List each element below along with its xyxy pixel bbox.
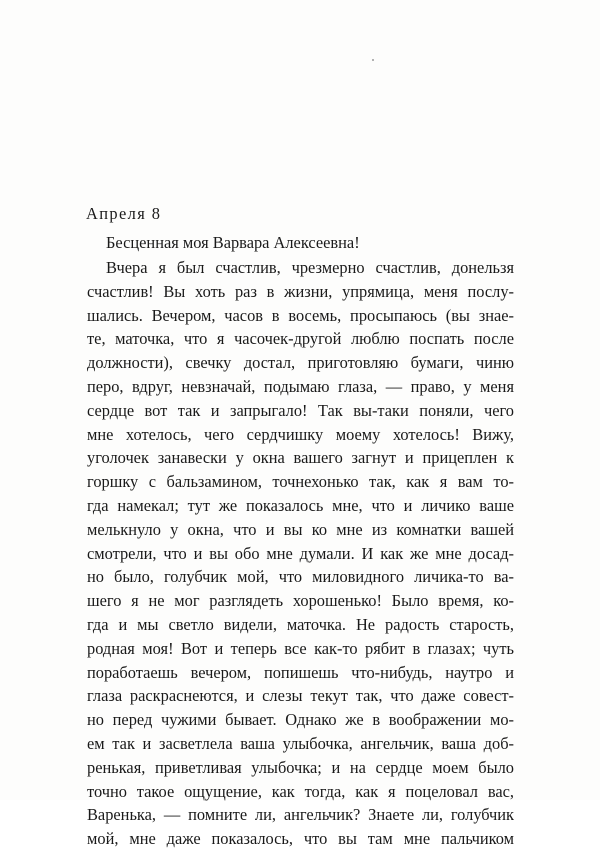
text-line: смотрели, что и вы обо мне думали. И как же мне досад-: [87, 543, 514, 563]
text-line: горшку с бальзамином, точнехонько так, как я вам то-: [87, 472, 514, 492]
text-line: те, маточка, что я часочек-другой люблю поспать после: [87, 329, 514, 349]
text-line: шались. Вечером, часов в восемь, просыпаюсь (вы знае-: [87, 305, 514, 325]
text-line: шего я не мог разглядеть хорошенько! Было время, ко-: [87, 591, 514, 611]
text-line: точно такое ощущение, как тогда, как я поцеловал вас,: [87, 781, 514, 801]
text-line: глаза раскраснеются, и слезы текут так, что даже совест-: [87, 686, 514, 706]
text-line: перо, вдруг, невзначай, подымаю глаза, — право, у меня: [87, 376, 514, 396]
text-line: поработаешь вечером, попишешь что-нибудь, наутро и: [87, 662, 514, 682]
text-line: Варенька, — помните ли, ангельчик? Знаете ли, голубчик: [87, 805, 514, 825]
letter-date-heading: Апреля 8: [86, 204, 162, 223]
text-line: мой, мне даже показалось, что вы там мне пальчиком: [87, 829, 514, 849]
letter-body: [87, 256, 514, 851]
letter-salutation: Бесценная моя Варвара Алексеевна!: [106, 233, 360, 252]
text-line: счастлив! Вы хоть раз в жизни, упрямица, меня послу-: [87, 281, 514, 301]
text-line: Вчера я был счастлив, чрезмерно счастлив, донельзя: [106, 258, 514, 277]
text-line: сердце вот так и запрыгало! Так вы-таки поняли, чего: [87, 400, 514, 420]
page-speck: [372, 59, 374, 61]
text-line: гда намекал; тут же показалось мне, что и личико ваше: [87, 495, 514, 515]
text-line: родная моя! Вот и теперь все как-то рябит в глазах; чуть: [87, 638, 514, 658]
text-line: уголочек занавески у окна вашего загнут и прицеплен к: [87, 448, 514, 468]
text-line: должности), свечку достал, приготовляю бумаги, чиню: [87, 353, 514, 373]
text-line: гда и мы светло видели, маточка. Не радость старость,: [87, 614, 514, 634]
text-line: ем так и засветлела ваша улыбочка, ангельчик, ваша доб-: [87, 733, 514, 753]
text-line: ренькая, приветливая улыбочка; и на сердце моем было: [87, 757, 514, 777]
text-line: но было, голубчик мой, что миловидного личика-то ва-: [87, 567, 514, 587]
text-line: мелькнуло у окна, что и вы ко мне из комнатки вашей: [87, 519, 514, 539]
text-line: но перед чужими бывает. Однако же в воображении мо-: [87, 710, 514, 730]
text-line: мне хотелось, чего сердчишку моему хотелось! Вижу,: [87, 424, 514, 444]
